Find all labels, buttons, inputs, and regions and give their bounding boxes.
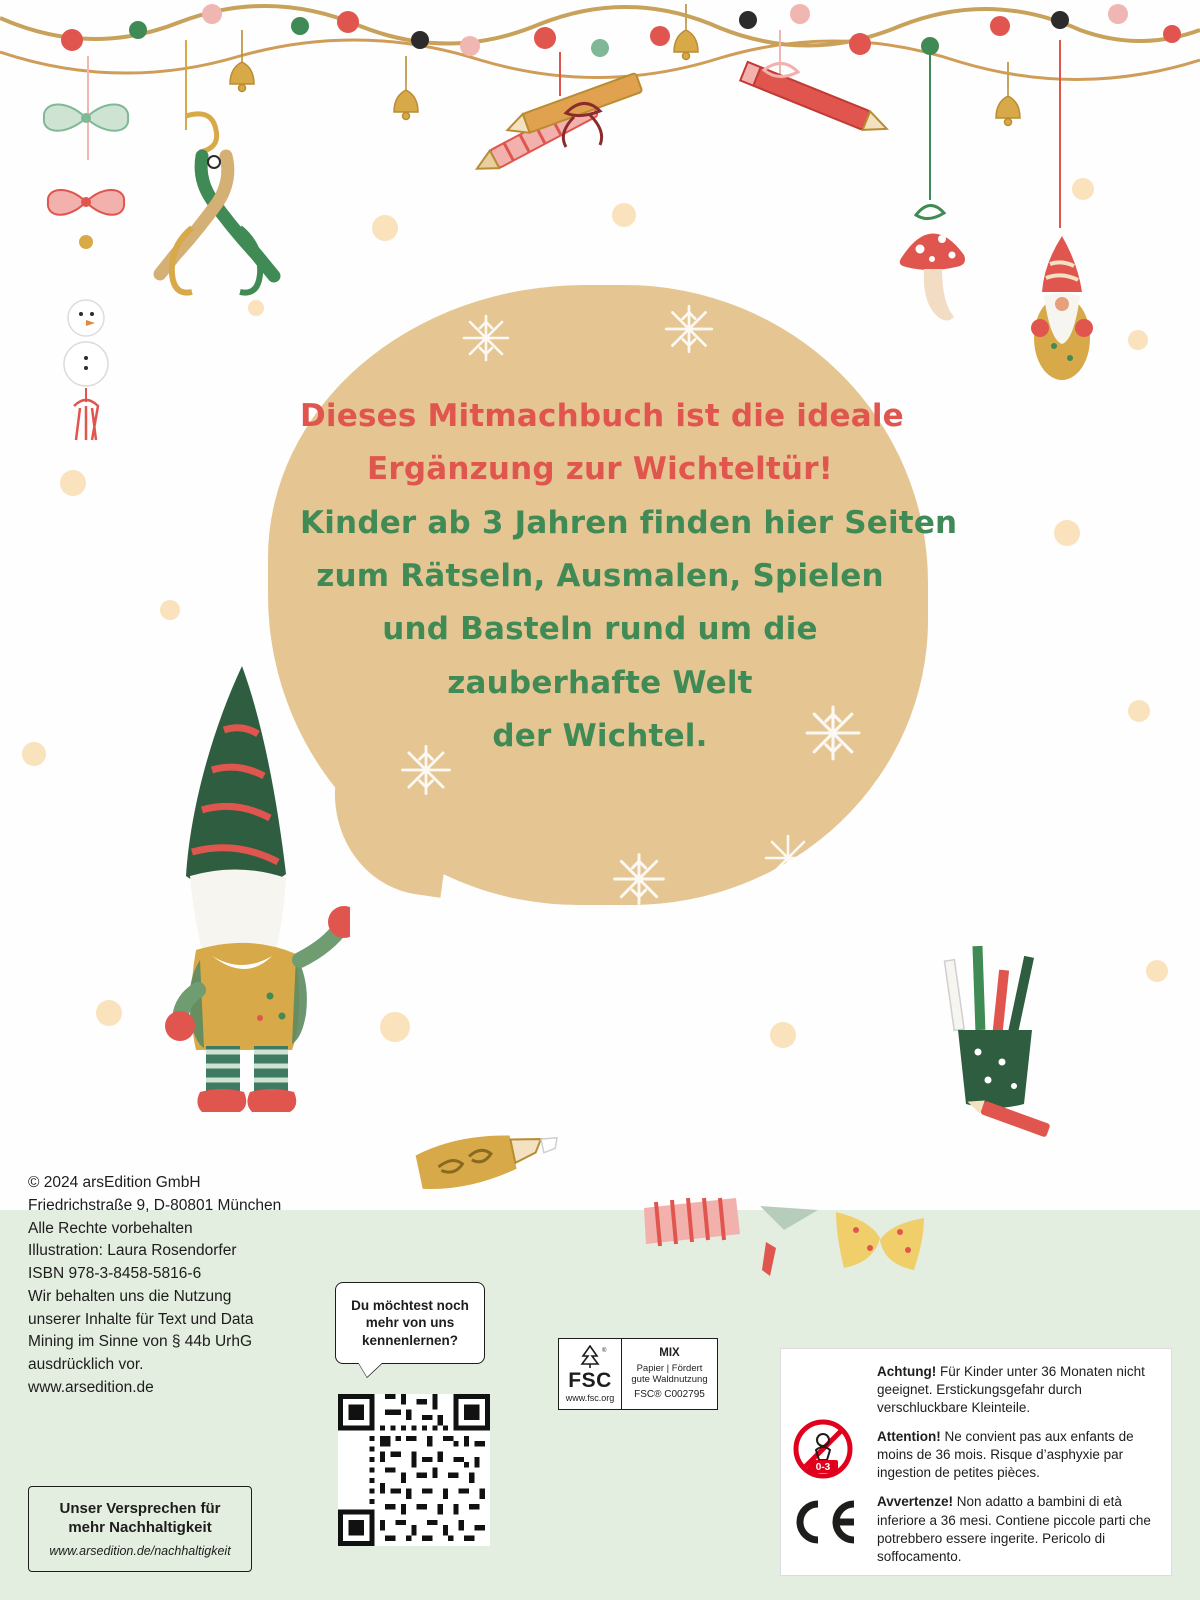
confetti-dot <box>1146 960 1168 982</box>
blurb-line: Ergänzung zur Wichteltür! <box>366 451 834 488</box>
imprint-line: Wir behalten uns die Nutzung <box>28 1287 232 1305</box>
svg-text:®: ® <box>602 1348 607 1354</box>
blurb-line: zum Rätseln, Ausmalen, Spielen <box>316 557 884 594</box>
fsc-claim <box>622 1339 717 1409</box>
qr-code[interactable] <box>338 1394 490 1546</box>
blurb-line: Dieses Mitmachbuch ist die ideale <box>300 398 904 434</box>
fsc-logo <box>559 1339 622 1409</box>
qr-callout-line1: Du möchtest noch <box>351 1297 469 1313</box>
blurb-line: und Basteln rund um die <box>382 611 818 648</box>
promise-url[interactable]: www.arsedition.de/nachhaltigkeit <box>49 1543 231 1558</box>
age-range-label: 0-3 <box>815 1462 831 1473</box>
warning-it-title: Avvertenze! <box>877 1494 954 1510</box>
fsc-claim-line1: Papier | Fördert <box>636 1362 703 1374</box>
snowflake-icon <box>608 848 670 910</box>
fsc-org-url: www.fsc.org <box>565 1393 615 1403</box>
warning-fr-title: Attention! <box>877 1429 941 1445</box>
warning-it <box>877 1493 1157 1565</box>
warning-de <box>877 1363 1157 1417</box>
confetti-dot <box>96 1000 122 1026</box>
confetti-dot <box>1054 520 1080 546</box>
confetti-dot <box>60 470 86 496</box>
confetti-dot <box>22 742 46 766</box>
sustainability-promise-box <box>28 1486 252 1572</box>
fsc-claim-line2: gute Waldnutzung <box>631 1374 708 1386</box>
snowflake-icon <box>760 830 816 886</box>
pencil-bundle-decoration <box>470 55 700 195</box>
warning-fr-text: Ne convient pas aux enfants de moins de 36 mois. Risque d’asphyxie par ingestion de petites pièces. <box>877 1429 1134 1481</box>
glue-tube <box>400 1118 600 1198</box>
imprint-line: Mining im Sinne von § 44b UrhG <box>28 1333 253 1351</box>
blurb-line: zauberhafte Welt <box>447 664 753 701</box>
loose-pencil <box>960 1090 1070 1150</box>
pasta-bow <box>826 1198 936 1278</box>
gnome-character <box>150 660 350 1120</box>
confetti-dot <box>770 1022 796 1048</box>
confetti-dot <box>1128 330 1148 350</box>
imprint-line: Friedrichstraße 9, D-80801 München <box>28 1196 282 1214</box>
marketing-blurb <box>300 390 958 763</box>
paper-scrap <box>752 1238 792 1288</box>
fsc-mix-label: MIX <box>659 1347 680 1360</box>
warning-it-text: Non adatto a bambini di età inferiore a 36 mesi. Contiene piccole parti che potrebbero essere ingerite. Pericolo di soffocamento. <box>877 1494 1151 1564</box>
qr-callout-bubble <box>335 1282 485 1364</box>
promise-title-line1: Unser Versprechen für <box>59 1500 221 1518</box>
washi-tape-piece <box>638 1188 748 1258</box>
imprint-block <box>28 1172 338 1400</box>
warning-de-title: Achtung! <box>877 1364 937 1379</box>
imprint-line: Illustration: Laura Rosendorfer <box>28 1242 237 1260</box>
confetti-dot <box>160 600 180 620</box>
gnome-ornament <box>1010 230 1120 390</box>
scissors-decoration <box>140 110 330 330</box>
snowflake-icon <box>660 300 718 358</box>
imprint-line: © 2024 arsEdition GmbH <box>28 1174 201 1191</box>
fsc-tree-icon <box>573 1345 607 1369</box>
imprint-line: ISBN 978-3-8458-5816-6 <box>28 1265 202 1283</box>
imprint-line: Alle Rechte vorbehalten <box>28 1219 193 1237</box>
qr-callout-line3: kennenlernen? <box>361 1332 458 1348</box>
snowflake-icon <box>458 310 514 366</box>
promise-title-line2: mehr Nachhaltigkeit <box>68 1519 212 1536</box>
qr-callout-line2: mehr von uns <box>365 1315 455 1331</box>
imprint-line: ausdrücklich vor. <box>28 1356 144 1374</box>
blurb-line: Kinder ab 3 Jahren finden hier Seiten <box>300 504 958 541</box>
ce-mark-icon <box>788 1498 858 1546</box>
imprint-line: unserer Inhalte für Text und Data <box>28 1310 254 1328</box>
age-restriction-icon <box>792 1418 854 1480</box>
fsc-wordmark: FSC <box>568 1369 612 1392</box>
confetti-dot <box>380 1012 410 1042</box>
mushroom-ornament <box>890 195 1000 335</box>
fsc-code: FSC® C002795 <box>634 1389 705 1401</box>
confetti-dot <box>1128 700 1150 722</box>
red-pencil-decoration <box>720 40 900 170</box>
fsc-certification-box <box>558 1338 718 1410</box>
publisher-website[interactable]: www.arsedition.de <box>28 1379 154 1397</box>
warning-de-text: Für Kinder unter 36 Monaten nicht geeignet. Erstickungsgefahr durch verschluckbare Kleinteile. <box>877 1364 1145 1416</box>
blurb-line: der Wichtel. <box>492 717 708 754</box>
warning-fr <box>877 1428 1157 1482</box>
